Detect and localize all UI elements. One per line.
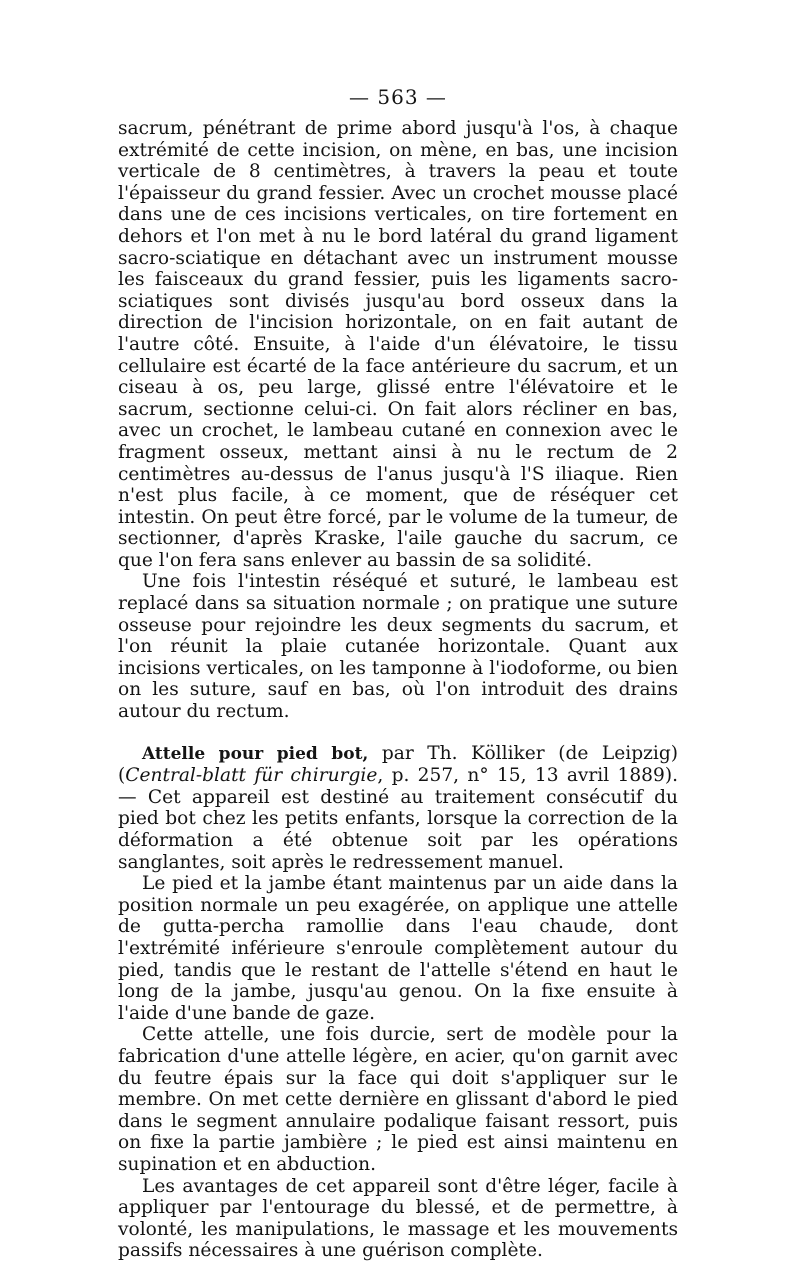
article-intro-paragraph	[118, 743, 678, 874]
article-title: Attelle pour pied bot,	[142, 743, 369, 764]
paragraph-continuation: sacrum, pénétrant de prime abord jusqu'à l'os, à chaque extrémité de cette incision, on mène, en bas, une incision verticale de 8 centimètres, à travers la peau et toute l'épaisseur du grand fessier. Avec un crochet mousse placé dans une de ces incisions verticales, on tire fortement en dehors et l'on met à nu le bord latéral du grand ligament sacro-sciatique en détachant avec un instrument mousse les faisceaux du grand fessier, puis les ligaments sacro-sciatiques sont divisés jusqu'au bord osseux dans la direction de l'incision horizontale, on en fait autant de l'autre côté. Ensuite, à l'aide d'un élévatoire, le tissu cellulaire est écarté de la face antérieure du sacrum, et un ciseau à os, peu large, glissé entre l'élévatoire et le sacrum, sectionne celui-ci. On fait alors récliner en bas, avec un crochet, le lambeau cutané en connexion avec le fragment osseux, mettant ainsi à nu le rectum de 2 centimètres au-dessus de l'anus jusqu'à l'S iliaque. Rien n'est plus facile, à ce moment, que de réséquer cet intestin. On peut être forcé, par le volume de la tumeur, de sectionner, d'après Kraske, l'aile gauche du sacrum, ce que l'on fera sans enlever au bassin de sa solidité.	[118, 118, 678, 571]
document-page	[118, 84, 678, 1262]
page-number: — 563 —	[349, 85, 447, 109]
article-journal: Central-blatt für chirurgie	[125, 765, 378, 787]
article-author: par Th. Kölliker (de Leipzig) (	[118, 742, 678, 787]
article-paragraph-fabrication: Cette attelle, une fois durcie, sert de modèle pour la fabrication d'une attelle légère, en acier, qu'on garnit avec du feutre épais sur la face qui doit s'appliquer sur le membre. On met cette dernière en glissant d'abord le pied dans le segment annulaire podalique faisant ressort, puis on fixe la partie jambière ; le pied est ainsi maintenu en supination et en abduction.	[118, 1024, 678, 1175]
paragraph-suture: Une fois l'intestin réséqué et suturé, le lambeau est replacé dans sa situation normale ; on pratique une suture osseuse pour rejoindre les deux segments du sacrum, et l'on réunit la plaie cutanée horizontale. Quant aux incisions verticales, on les tamponne à l'iodoforme, ou bien on les suture, sauf en bas, où l'on introduit des drains autour du rectum.	[118, 571, 678, 723]
article-paragraph-application: Le pied et la jambe étant maintenus par un aide dans la position normale un peu exagérée, on applique une attelle de gutta-percha ramollie dans l'eau chaude, dont l'extrémité inférieure s'enroule complètement autour du pied, tandis que le restant de l'attelle s'étend en haut le long de la jambe, jusqu'au genou. On la fixe ensuite à l'aide d'une bande de gaze.	[118, 873, 678, 1024]
article-citation: , p. 257, n° 15, 13 avril 1889). — Cet appareil est destiné au traitement consécutif du pied bot chez les petits enfants, lorsque la correction de la déformation a été obtenue soit par les opérations sanglantes, soit après le redressement manuel.	[118, 765, 678, 873]
article-paragraph-advantages: Les avantages de cet appareil sont d'être léger, facile à appliquer par l'entourage du blessé, et de permettre, à volonté, les manipulations, le massage et les mouvements passifs nécessaires à une guérison complète.	[118, 1175, 678, 1262]
